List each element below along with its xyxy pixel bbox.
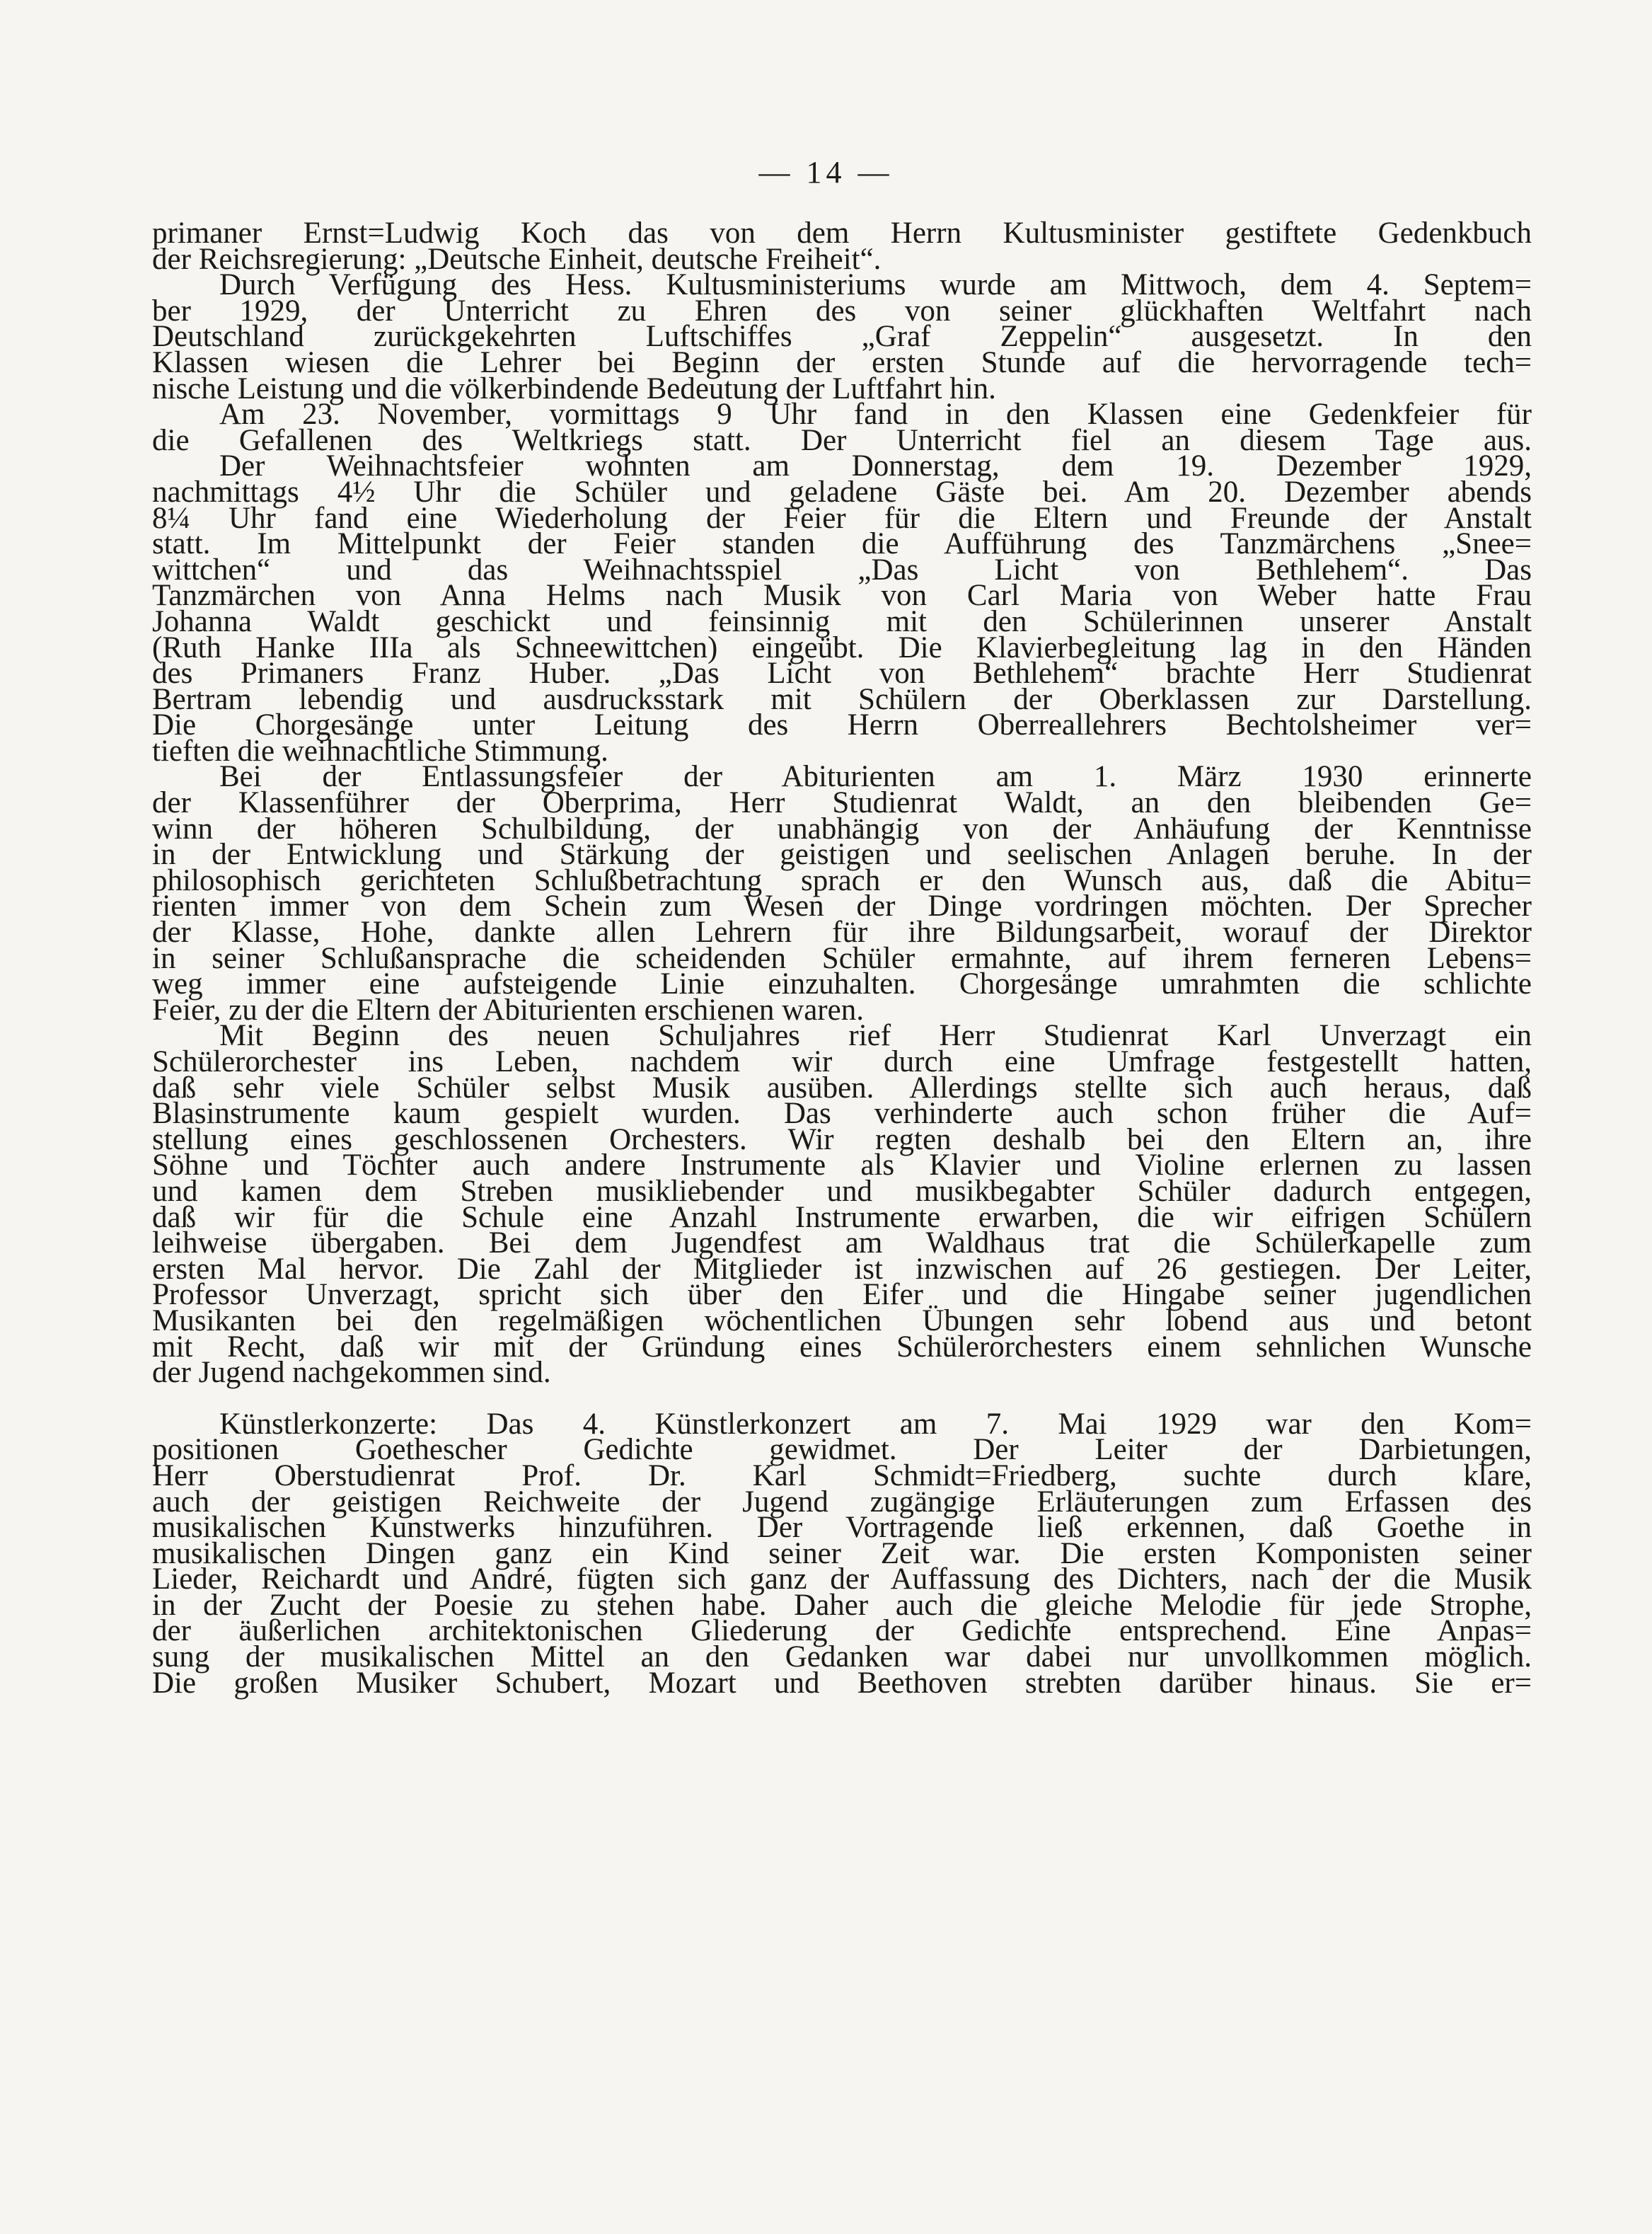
text-line: in seiner Schlußansprache die scheidenden Schüler ermahnte, auf ihrem ferneren Lebens= [152,941,1532,975]
text-line: in der Entwicklung und Stärkung der geistigen und seelischen Anlagen beruhe. In der [152,838,1532,872]
text-line: Schülerorchester ins Leben, nachdem wir durch eine Umfrage festgestellt hatten, [152,1045,1532,1078]
text-line: winn der höheren Schulbildung, der unabhängig von der Anhäufung der Kenntnisse [152,812,1532,846]
text-line: Die großen Musiker Schubert, Mozart und Beethoven strebten darüber hinaus. Sie er= [152,1666,1532,1700]
text-line: Herr Oberstudienrat Prof. Dr. Karl Schmidt=Friedberg, suchte durch klare, [152,1458,1532,1492]
text-line: (Ruth Hanke IIIa als Schneewittchen) eingeübt. Die Klavierbegleitung lag in den Händen [152,631,1532,664]
text-line: und kamen dem Streben musikliebender und musikbegabter Schüler dadurch entgegen, [152,1174,1532,1208]
page-number: — 14 — [758,155,894,190]
text-line: nachmittags 4½ Uhr die Schüler und geladene Gäste bei. Am 20. Dezember abends [152,475,1532,509]
text-line: in der Zucht der Poesie zu stehen habe. Daher auch die gleiche Melodie für jede Strophe, [152,1588,1532,1622]
text-line: Lieder, Reichardt und André, fügten sich ganz der Auffassung des Dichters, nach der die Musik [152,1562,1532,1596]
text-line: stellung eines geschlossenen Orchesters. Wir regten deshalb bei den Eltern an, ihre [152,1122,1532,1156]
text-line: Am 23. November, vormittags 9 Uhr fand in den Klassen eine Gedenkfeier für [219,398,1532,432]
text-line: Tanzmärchen von Anna Helms nach Musik von Carl Maria von Weber hatte Frau [152,579,1532,613]
text-line: statt. Im Mittelpunkt der Feier standen die Aufführung des Tanzmärchens „Snee= [152,527,1532,561]
text-line: leihweise übergaben. Bei dem Jugendfest am Waldhaus trat die Schülerkapelle zum [152,1226,1532,1260]
body-text [152,217,1532,1700]
text-line: wittchen“ und das Weihnachtsspiel „Das Licht von Bethlehem“. Das [152,553,1532,587]
text-line: sung der musikalischen Mittel an den Gedanken war dabei nur unvollkommen möglich. [152,1640,1532,1674]
text-line: der äußerlichen architektonischen Gliederung der Gedichte entsprechend. Eine Anpas= [152,1614,1532,1648]
text-line: des Primaners Franz Huber. „Das Licht von Bethlehem“ brachte Herr Studienrat [152,657,1532,691]
text-line: daß wir für die Schule eine Anzahl Instrumente erwarben, die wir eifrigen Schülern [152,1200,1532,1234]
text-line: Bei der Entlassungsfeier der Abiturienten am 1. März 1930 erinnerte [219,760,1532,794]
text-line: Klassen wiesen die Lehrer bei Beginn der ersten Stunde auf die hervorragende tech= [152,345,1532,379]
text-line: der Reichsregierung: „Deutsche Einheit, deutsche Freiheit“. [152,242,882,276]
text-line: Künstlerkonzerte: Das 4. Künstlerkonzert am 7. Mai 1929 war den Kom= [219,1407,1532,1441]
text-line: Feier, zu der die Eltern der Abiturienten erschienen waren. [152,993,864,1027]
text-line: Durch Verfügung des Hess. Kultusministeriums wurde am Mittwoch, dem 4. Septem= [219,268,1532,302]
text-line: Deutschland zurückgekehrten Luftschiffes „Graf Zeppelin“ ausgesetzt. In den [152,320,1532,354]
text-line: ersten Mal hervor. Die Zahl der Mitglieder ist inzwischen auf 26 gestiegen. Der Leiter, [152,1252,1532,1286]
text-line: Söhne und Töchter auch andere Instrumente als Klavier und Violine erlernen zu lassen [152,1148,1532,1182]
text-line: Professor Unverzagt, spricht sich über den Eifer und die Hingabe seiner jugendlichen [152,1278,1532,1312]
text-line: tieften die weihnachtliche Stimmung. [152,734,608,768]
text-line: 8¼ Uhr fand eine Wiederholung der Feier für die Eltern und Freunde der Anstalt [152,501,1532,535]
text-line: Der Weihnachtsfeier wohnten am Donnerstag, dem 19. Dezember 1929, [219,449,1532,483]
text-line: primaner Ernst=Ludwig Koch das von dem Herrn Kultusminister gestiftete Gedenkbuch [152,217,1532,250]
text-line: nische Leistung und die völkerbindende Bedeutung der Luftfahrt hin. [152,372,996,405]
text-line: mit Recht, daß wir mit der Gründung eines Schülerorchesters einem sehnlichen Wunsche [152,1330,1532,1364]
text-line: die Gefallenen des Weltkriegs statt. Der Unterricht fiel an diesem Tage aus. [152,423,1532,457]
text-line: Musikanten bei den regelmäßigen wöchentlichen Übungen sehr lobend aus und betont [152,1303,1532,1337]
text-line: positionen Goethescher Gedichte gewidmet. Der Leiter der Darbietungen, [152,1433,1532,1467]
text-line: ber 1929, der Unterricht zu Ehren des von seiner glückhaften Weltfahrt nach [152,294,1532,328]
text-line: auch der geistigen Reichweite der Jugend zugängige Erläuterungen zum Erfassen des [152,1485,1532,1519]
text-line: daß sehr viele Schüler selbst Musik ausüben. Allerdings stellte sich auch heraus, daß [152,1071,1532,1105]
text-line: Johanna Waldt geschickt und feinsinnig mit den Schülerinnen unserer Anstalt [152,604,1532,638]
text-line: musikalischen Dingen ganz ein Kind seiner Zeit war. Die ersten Komponisten seiner [152,1536,1532,1570]
text-line: rienten immer von dem Schein zum Wesen der Dinge vordringen möchten. Der Sprecher [152,889,1532,923]
text-line: der Klasse, Hohe, dankte allen Lehrern für ihre Bildungsarbeit, worauf der Direktor [152,916,1532,950]
text-line: weg immer eine aufsteigende Linie einzuhalten. Chorgesänge umrahmten die schlichte [152,967,1532,1001]
text-line: Die Chorgesänge unter Leitung des Herrn Oberreallehrers Bechtolsheimer ver= [152,708,1532,742]
text-line: Blasinstrumente kaum gespielt wurden. Das verhinderte auch schon früher die Auf= [152,1097,1532,1131]
text-line: philosophisch gerichteten Schlußbetrachtung sprach er den Wunsch aus, daß die Abitu= [152,863,1532,897]
text-line: der Klassenführer der Oberprima, Herr Studienrat Waldt, an den bleibenden Ge= [152,786,1532,820]
text-line: Bertram lebendig und ausdrucksstark mit Schülern der Oberklassen zur Darstellung. [152,682,1532,716]
text-line: Mit Beginn des neuen Schuljahres rief Herr Studienrat Karl Unverzagt ein [219,1019,1532,1053]
text-line: der Jugend nachgekommen sind. [152,1356,551,1390]
text-line: musikalischen Kunstwerks hinzuführen. Der Vortragende ließ erkennen, daß Goethe in [152,1511,1532,1545]
